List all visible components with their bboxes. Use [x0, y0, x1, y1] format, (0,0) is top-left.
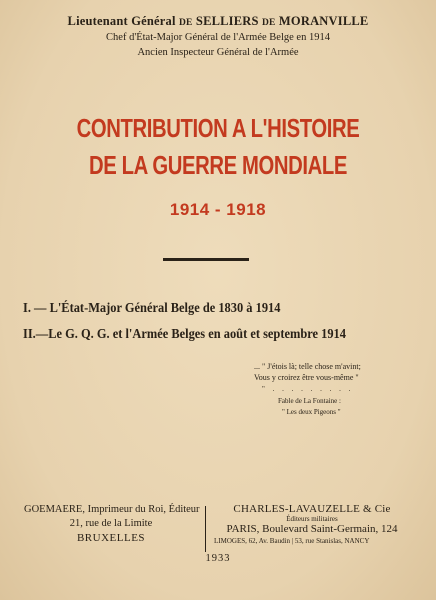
publisher-brussels — [24, 504, 198, 544]
part-heading-1: I. — L'État-Major Général Belge de 1830 à 1914 — [23, 300, 281, 315]
publisher-paris-name: CHARLES-LAVAUZELLE & Cie — [233, 503, 391, 515]
publication-year: 1933 — [205, 553, 231, 564]
epigraph-line-2: Vous y croirez être vous-même " — [254, 373, 359, 382]
author-particle: DE — [262, 18, 276, 28]
author-role-1: Chef d'État-Major Général de l'Armée Belge en 1914 — [106, 32, 330, 43]
publisher-paris-address: PARIS, Boulevard Saint-Germain, 124 — [226, 523, 398, 535]
title-divider-rule — [163, 258, 249, 261]
publisher-brussels-city: BRUXELLES — [76, 532, 146, 544]
title-line-1: CONTRIBUTION A L'HISTOIRE — [76, 113, 360, 143]
publisher-branches: LIMOGES, 62, Av. Baudin | 53, rue Stanislas, NANCY — [214, 537, 370, 545]
publisher-divider — [205, 506, 206, 552]
author-particle: DE — [178, 18, 193, 28]
title-years: 1914 - 1918 — [169, 200, 267, 219]
epigraph-line-1: ... " J'étois là; telle chose m'avint; — [254, 362, 361, 371]
author-surname-1: SELLIERS — [192, 14, 262, 28]
publisher-brussels-name: GOEMAERE, Imprimeur du Roi, Éditeur — [24, 504, 200, 515]
epigraph-source-1: Fable de La Fontaine : — [278, 397, 341, 405]
publisher-paris-subtitle: Éditeurs militaires — [286, 515, 338, 523]
epigraph-source-2: " Les deux Pigeons " — [282, 408, 341, 416]
epigraph-ellipsis: " . . . . . . . . . — [262, 385, 354, 393]
author-role-2: Ancien Inspecteur Général de l'Armée — [137, 47, 299, 58]
author-rank: Lieutenant Général — [67, 14, 179, 28]
publisher-brussels-address: 21, rue de la Limite — [69, 518, 153, 529]
author-surname-2: MORANVILLE — [275, 14, 369, 28]
title-line-2: DE LA GUERRE MONDIALE — [88, 150, 348, 180]
part-heading-2: II.—Le G. Q. G. et l'Armée Belges en août et septembre 1914 — [23, 326, 346, 341]
author-name — [0, 14, 436, 29]
publisher-paris — [214, 503, 410, 545]
